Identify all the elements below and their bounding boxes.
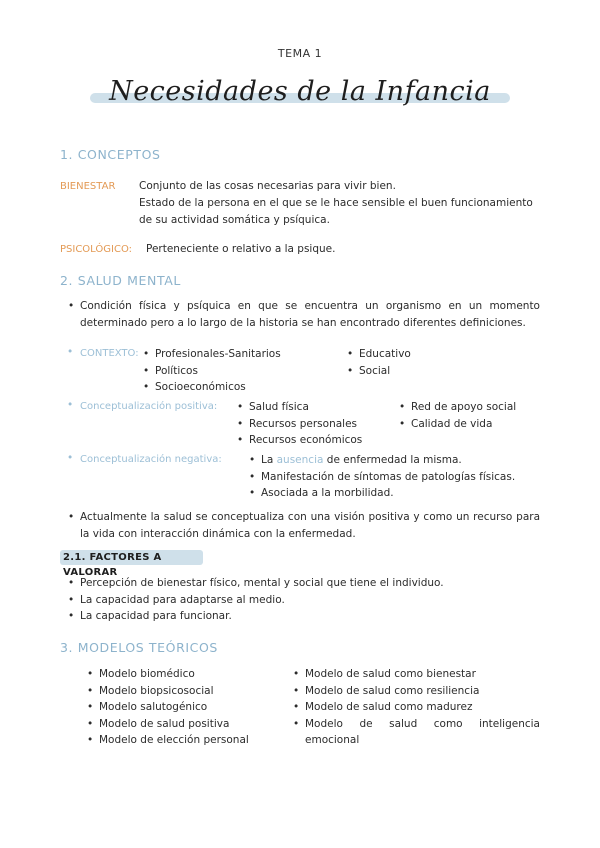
list-item: • Educativo bbox=[345, 346, 525, 363]
list-item: • Recursos personales bbox=[235, 416, 400, 433]
bullet-condicion bbox=[66, 298, 540, 331]
page-title: Necesidades de la Infancia bbox=[109, 76, 491, 107]
modelos-col1 bbox=[85, 666, 285, 749]
negativa-item1-post: de enfermedad la misma. bbox=[323, 454, 462, 466]
list-item: • Asociada a la morbilidad. bbox=[247, 485, 547, 502]
positiva-col2 bbox=[397, 399, 547, 432]
bullet-condicion-text: • Condición física y psíquica en que se encuentra un organismo en un momento determinado pero a lo largo de la historia se han encontrado diferentes definiciones. bbox=[66, 298, 540, 331]
tema-label: TEMA 1 bbox=[277, 47, 323, 60]
list-item: • Manifestación de síntomas de patologías físicas. bbox=[247, 469, 547, 486]
contexto-col2 bbox=[345, 346, 525, 379]
def-bienestar-2: Estado de la persona en el que se le hace sensible el buen funcionamiento de su actividad somática y psíquica. bbox=[139, 197, 533, 226]
section-heading-salud-mental: 2. SALUD MENTAL bbox=[60, 273, 181, 288]
list-item: • Modelo biopsicosocial bbox=[85, 683, 285, 700]
negativa-item1-highlight: ausencia bbox=[276, 454, 324, 466]
list-item: • La capacidad para adaptarse al medio. bbox=[66, 592, 540, 609]
list-item: • Salud física bbox=[235, 399, 400, 416]
list-item: • Social bbox=[345, 363, 525, 380]
list-item: • La capacidad para funcionar. bbox=[66, 608, 540, 625]
term-psicologico: PSICOLÓGICO: bbox=[60, 244, 133, 255]
list-item: • Modelo biomédico bbox=[85, 666, 285, 683]
list-item: • Modelo de salud como resiliencia bbox=[291, 683, 540, 700]
subsection-heading-factores: 2.1. FACTORES A VALORAR bbox=[60, 550, 203, 565]
section-heading-conceptos: 1. CONCEPTOS bbox=[60, 147, 161, 162]
positiva-col1 bbox=[235, 399, 400, 449]
list-item: • Modelo de salud como madurez bbox=[291, 699, 540, 716]
list-item: • Modelo de salud como inteligencia emocional bbox=[291, 716, 540, 749]
def-bienestar-1: Conjunto de las cosas necesarias para vivir bien. bbox=[139, 180, 396, 192]
list-item bbox=[247, 452, 547, 469]
negativa-item1-pre: La bbox=[261, 454, 277, 466]
list-item: • Modelo de elección personal bbox=[85, 732, 285, 749]
positiva-label: Conceptualización positiva: bbox=[80, 401, 218, 412]
modelos-col2 bbox=[291, 666, 540, 749]
contexto-label: CONTEXTO: bbox=[80, 348, 139, 359]
list-item: • Calidad de vida bbox=[397, 416, 547, 433]
negativa-label: Conceptualización negativa: bbox=[80, 454, 222, 465]
bullet-actualmente bbox=[66, 509, 540, 542]
term-bienestar: BIENESTAR bbox=[60, 181, 116, 192]
factores-list bbox=[66, 575, 540, 625]
list-item: • Socioeconómicos bbox=[141, 379, 341, 396]
list-item: • Modelo de salud como bienestar bbox=[291, 666, 540, 683]
list-item: • Recursos económicos bbox=[235, 432, 400, 449]
section-heading-modelos: 3. MODELOS TEÓRICOS bbox=[60, 640, 218, 655]
list-item: • Modelo salutogénico bbox=[85, 699, 285, 716]
list-item: • Percepción de bienestar físico, mental y social que tiene el individuo. bbox=[66, 575, 540, 592]
list-item: • Profesionales-Sanitarios bbox=[141, 346, 341, 363]
negativa-list bbox=[247, 452, 547, 502]
contexto-col1 bbox=[141, 346, 341, 396]
list-item: • Red de apoyo social bbox=[397, 399, 547, 416]
list-item: • Modelo de salud positiva bbox=[85, 716, 285, 733]
list-item: • Políticos bbox=[141, 363, 341, 380]
bullet-actualmente-text: • Actualmente la salud se conceptualiza con una visión positiva y como un recurso para la vida con interacción dinámica con la enfermedad. bbox=[66, 509, 540, 542]
def-psicologico: Perteneciente o relativo a la psique. bbox=[146, 243, 336, 255]
